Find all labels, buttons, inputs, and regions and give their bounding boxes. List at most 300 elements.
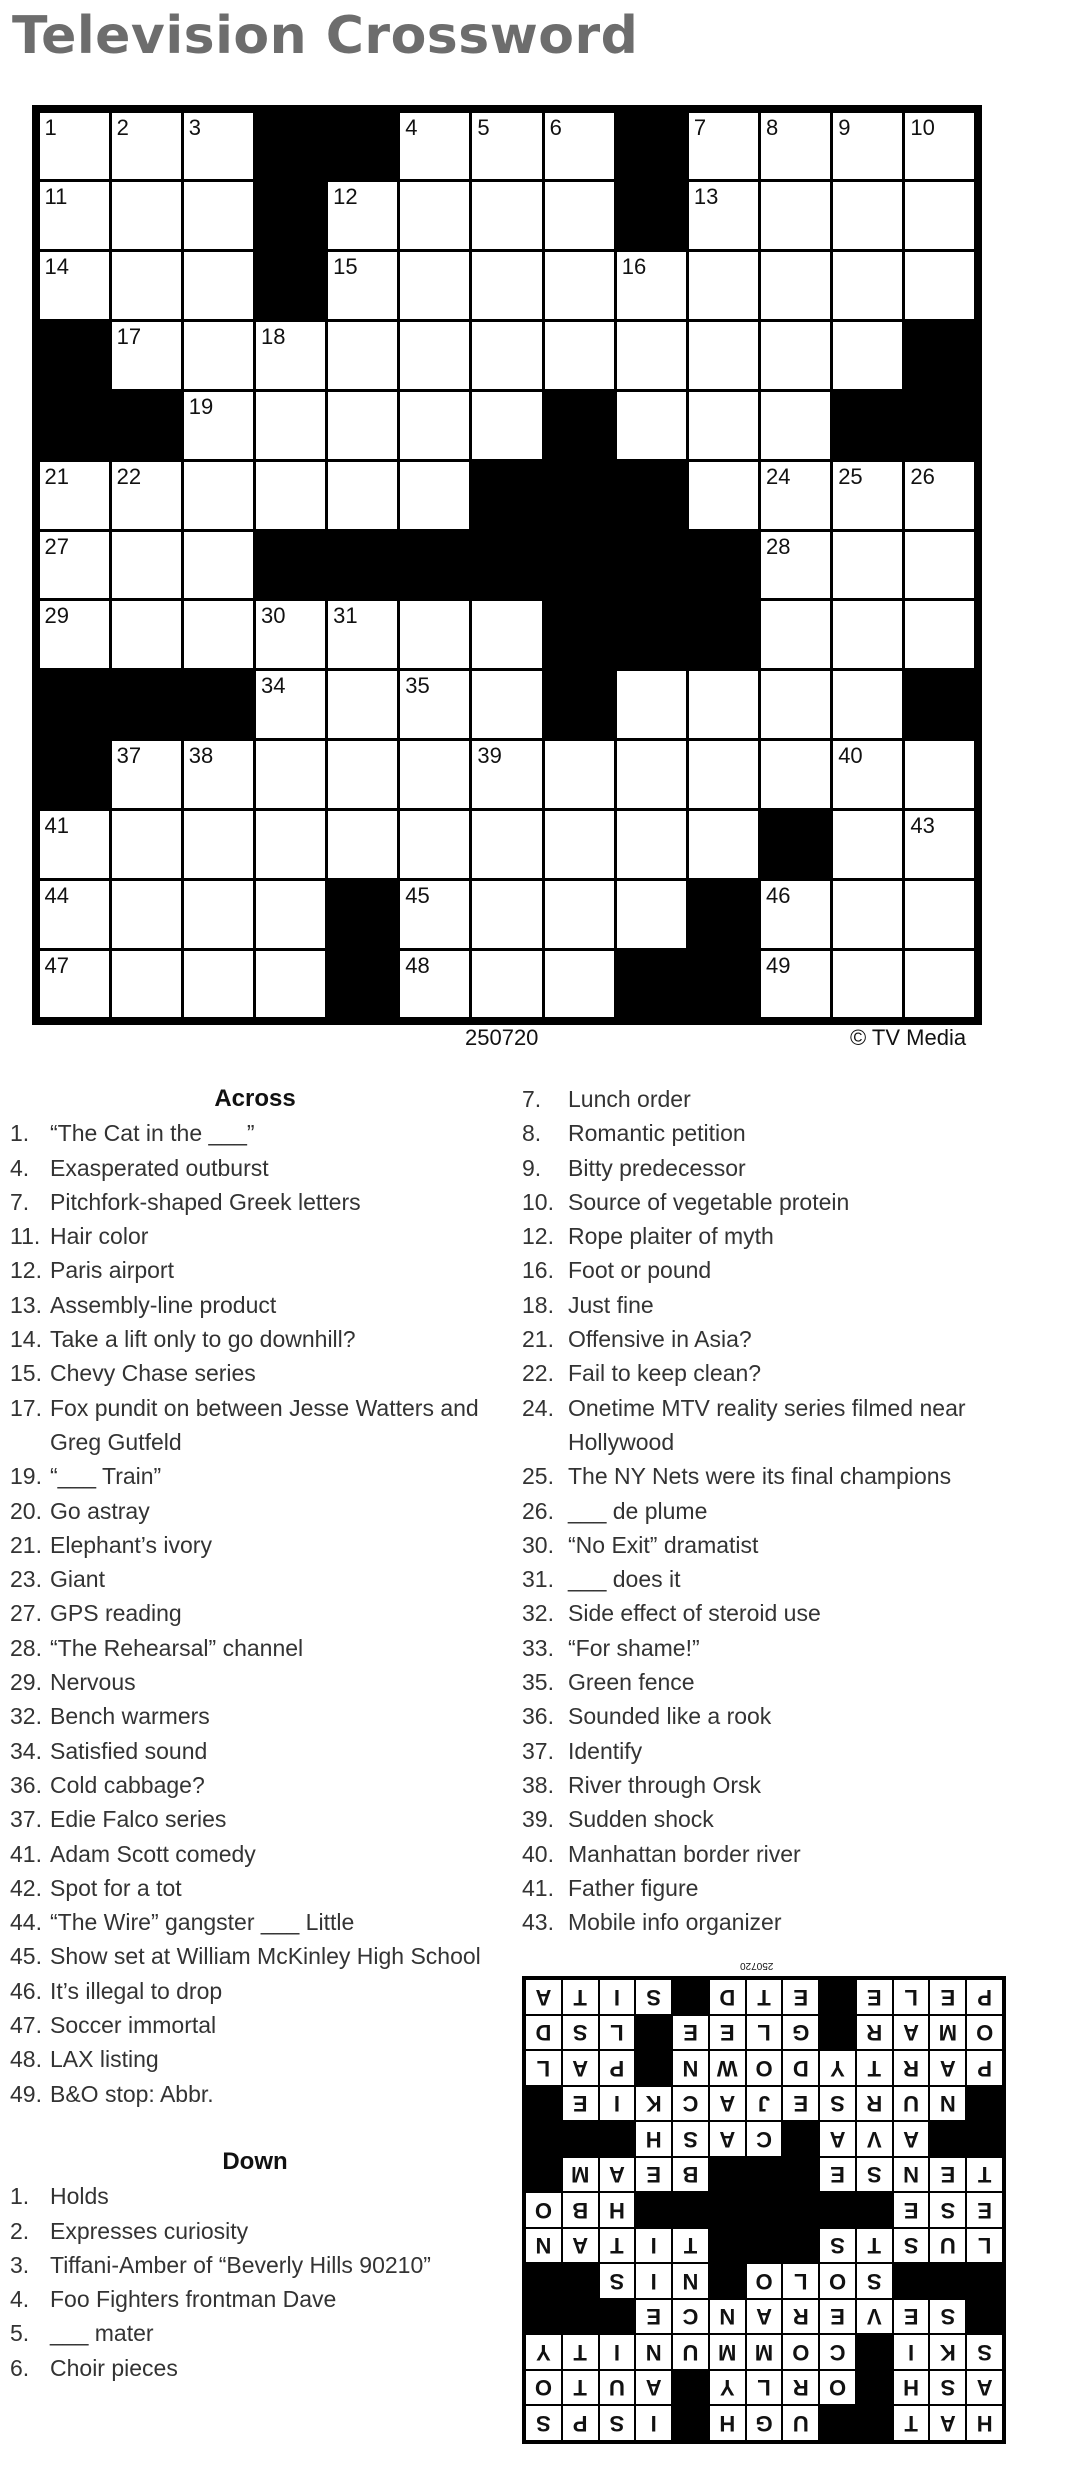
cell-number: 16 (621, 254, 647, 280)
across-clue (0, 1768, 510, 1802)
clue-text: Rope plaiter of myth (568, 1223, 774, 1250)
grid-cell[interactable] (545, 182, 614, 249)
clue-text: B&O stop: Abbr. (50, 2080, 214, 2107)
clue-number: 22. (522, 1360, 554, 1387)
grid-cell[interactable] (328, 741, 397, 808)
grid-cell[interactable] (40, 951, 109, 1018)
solution-cell: A (710, 2087, 745, 2121)
solution-cell: A (894, 2016, 929, 2050)
clue-number: 19. (10, 1463, 42, 1490)
grid-cell[interactable] (256, 322, 325, 389)
grid-cell[interactable] (905, 601, 974, 668)
solution-cell: E (783, 2087, 818, 2121)
clue-number: 36. (522, 1703, 554, 1730)
solution-cell: B (563, 2193, 598, 2227)
down-clue (522, 1288, 1022, 1322)
grid-cell[interactable] (617, 741, 686, 808)
down-clue (522, 1734, 1022, 1768)
grid-cell[interactable] (689, 671, 758, 738)
clue-text: Expresses curiosity (50, 2217, 249, 2244)
across-clue (0, 1528, 510, 1562)
grid-cell[interactable] (112, 532, 181, 599)
solution-cell: J (747, 2087, 782, 2121)
solution-cell: T (857, 2051, 892, 2085)
clue-text: Take a lift only to go downhill? (50, 1326, 356, 1353)
solution-cell: O (967, 2016, 1002, 2050)
down-clue (522, 1665, 1022, 1699)
grid-cell[interactable] (905, 881, 974, 948)
solution-cell: U (600, 2371, 635, 2405)
solution-cell: M (930, 2016, 965, 2050)
down-clue (522, 1185, 1022, 1219)
grid-cell[interactable] (112, 182, 181, 249)
grid-cell[interactable] (833, 462, 902, 529)
grid-cell[interactable] (328, 811, 397, 878)
solution-cell: R (783, 2371, 818, 2405)
clue-text: River through Orsk (568, 1771, 762, 1798)
grid-cell[interactable] (689, 322, 758, 389)
clue-text: “The Rehearsal” channel (50, 1634, 304, 1661)
solution-cell: S (563, 2016, 598, 2050)
grid-cell[interactable] (256, 881, 325, 948)
solution-cell: E (820, 2300, 855, 2334)
grid-cell[interactable] (689, 113, 758, 180)
grid-cell[interactable] (256, 811, 325, 878)
grid-cell[interactable] (400, 881, 469, 948)
solution-cell: R (857, 2016, 892, 2050)
solution-cell: E (783, 1980, 818, 2014)
clue-number: 29. (10, 1669, 42, 1696)
cell-number: 8 (766, 114, 779, 140)
clue-number: 37. (10, 1806, 42, 1833)
solution-cell: I (894, 2335, 929, 2369)
grid-cell[interactable] (833, 671, 902, 738)
grid-cell[interactable] (472, 601, 541, 668)
grid-cell[interactable] (472, 951, 541, 1018)
grid-cell[interactable] (545, 741, 614, 808)
grid-cell[interactable] (905, 182, 974, 249)
grid-cell[interactable] (617, 252, 686, 319)
clue-text: “The Cat in the ___” (50, 1120, 255, 1147)
cell-number: 43 (910, 812, 935, 838)
clue-text: LAX listing (50, 2046, 159, 2073)
solution-cell: L (600, 2016, 635, 2050)
grid-cell[interactable] (472, 671, 541, 738)
grid-cell[interactable] (833, 601, 902, 668)
grid-cell[interactable] (328, 671, 397, 738)
solution-cell: T (747, 1980, 782, 2014)
across-clue (0, 1288, 510, 1322)
across-clue (0, 2008, 510, 2042)
grid-cell[interactable] (689, 182, 758, 249)
grid-cell[interactable] (112, 741, 181, 808)
grid-cell[interactable] (761, 252, 830, 319)
cell-number: 12 (333, 184, 358, 210)
solution-cell: T (967, 2158, 1002, 2192)
solution-cell: S (636, 1980, 671, 2014)
grid-cell[interactable] (617, 671, 686, 738)
clue-text: Cold cabbage? (50, 1771, 205, 1798)
solution-cell: N (710, 2300, 745, 2334)
solution-puzzle-id: 250720 (740, 1960, 774, 1971)
grid-cell[interactable] (761, 741, 830, 808)
grid-cell[interactable] (256, 462, 325, 529)
grid-cell[interactable] (905, 462, 974, 529)
across-clue (0, 1905, 510, 1939)
grid-cell[interactable] (328, 601, 397, 668)
grid-cell[interactable] (400, 392, 469, 459)
across-clue (0, 1494, 510, 1528)
clue-text: Mobile info organizer (568, 1909, 782, 1936)
across-clue (0, 2042, 510, 2076)
grid-cell[interactable] (400, 601, 469, 668)
clue-number: 37. (522, 1737, 554, 1764)
grid-cell[interactable] (689, 462, 758, 529)
solution-cell: E (563, 2087, 598, 2121)
clue-number: 46. (10, 1977, 42, 2004)
solution-cell: C (673, 2087, 708, 2121)
solution-cell: A (930, 2406, 965, 2440)
solution-cell: D (526, 2016, 561, 2050)
solution-cell: S (820, 2229, 855, 2263)
grid-cell[interactable] (545, 951, 614, 1018)
clue-text: “___ Train” (50, 1463, 162, 1490)
grid-cell[interactable] (833, 951, 902, 1018)
down-list-part2 (522, 1082, 1022, 1939)
grid-cell[interactable] (184, 601, 253, 668)
grid-cell[interactable] (617, 881, 686, 948)
solution-cell: R (857, 2087, 892, 2121)
solution-cell: I (600, 1980, 635, 2014)
cell-number: 48 (405, 952, 430, 978)
down-clue (522, 1322, 1022, 1356)
down-clue (522, 1802, 1022, 1836)
clue-text: Bench warmers (50, 1703, 210, 1730)
grid-cell[interactable] (256, 601, 325, 668)
grid-cell[interactable] (256, 671, 325, 738)
grid-cell[interactable] (761, 881, 830, 948)
grid-cell[interactable] (400, 671, 469, 738)
grid-cell[interactable] (905, 532, 974, 599)
solution-cell: W (710, 2051, 745, 2085)
grid-cell[interactable] (545, 811, 614, 878)
cell-number: 6 (549, 114, 562, 140)
solution-cell: L (747, 2371, 782, 2405)
grid-cell[interactable] (689, 811, 758, 878)
grid-cell[interactable] (617, 811, 686, 878)
grid-cell[interactable] (833, 113, 902, 180)
grid-cell[interactable] (112, 811, 181, 878)
solution-cell: B (673, 2158, 708, 2192)
grid-cell[interactable] (761, 322, 830, 389)
clue-text: Onetime MTV reality series filmed near Hollywood (568, 1394, 966, 1455)
grid-cell[interactable] (40, 601, 109, 668)
grid-cell[interactable] (545, 881, 614, 948)
cell-number: 18 (260, 324, 286, 350)
grid-cell[interactable] (400, 182, 469, 249)
grid-cell[interactable] (761, 113, 830, 180)
grid-cell[interactable] (545, 252, 614, 319)
cell-number: 26 (910, 463, 935, 489)
clue-text: Nervous (50, 1669, 136, 1696)
across-clue (0, 1699, 510, 1733)
grid-cell[interactable] (112, 252, 181, 319)
grid-cell[interactable] (112, 113, 181, 180)
grid-cell[interactable] (256, 392, 325, 459)
clue-text: Choir pieces (50, 2354, 178, 2381)
clue-number: 42. (10, 1874, 42, 1901)
grid-cell[interactable] (40, 252, 109, 319)
clue-text: ___ mater (50, 2320, 154, 2347)
grid-cell[interactable] (689, 741, 758, 808)
grid-cell[interactable] (761, 951, 830, 1018)
solution-cell: A (820, 2122, 855, 2156)
across-clue (0, 1253, 510, 1287)
grid-cell[interactable] (112, 601, 181, 668)
solution-cell: I (600, 2087, 635, 2121)
cell-number: 37 (116, 743, 142, 769)
grid-cell[interactable] (184, 182, 253, 249)
grid-cell[interactable] (833, 322, 902, 389)
grid-cell[interactable] (184, 462, 253, 529)
grid-cell[interactable] (256, 741, 325, 808)
solution-cell: P (563, 2406, 598, 2440)
puzzle-id: 250720 (465, 1025, 539, 1050)
grid-cell[interactable] (905, 252, 974, 319)
grid-cell[interactable] (833, 252, 902, 319)
grid-cell[interactable] (761, 532, 830, 599)
down-clues-column (522, 1082, 1022, 1939)
grid-cell[interactable] (40, 182, 109, 249)
clue-number: 4. (10, 1154, 30, 1181)
clue-number: 49. (10, 2080, 42, 2107)
grid-cell[interactable] (472, 881, 541, 948)
clue-number: 1. (10, 1120, 30, 1147)
clue-number: 16. (522, 1257, 554, 1284)
clue-number: 5. (10, 2320, 30, 2347)
solution-cell: S (894, 2229, 929, 2263)
cell-number: 45 (405, 882, 430, 908)
grid-cell[interactable] (833, 182, 902, 249)
solution-cell: K (930, 2335, 965, 2369)
grid-cell[interactable] (545, 322, 614, 389)
grid-cell[interactable] (40, 462, 109, 529)
clue-number: 41. (522, 1874, 554, 1901)
solution-cell: V (857, 2122, 892, 2156)
grid-cell[interactable] (472, 322, 541, 389)
grid-cell[interactable] (472, 113, 541, 180)
grid-cell[interactable] (833, 532, 902, 599)
clue-text: Fox pundit on between Jesse Watters and Greg Gutfeld (50, 1394, 479, 1455)
down-clue (522, 1082, 1022, 1116)
grid-cell[interactable] (833, 811, 902, 878)
solution-cell: O (747, 2051, 782, 2085)
solution-cell: O (783, 2335, 818, 2369)
solution-cell: O (526, 2371, 561, 2405)
grid-cell[interactable] (761, 601, 830, 668)
clue-text: Lunch order (568, 1086, 691, 1112)
clue-text: Exasperated outburst (50, 1154, 269, 1181)
clue-text: ___ de plume (568, 1497, 708, 1524)
solution-cell: T (894, 2406, 929, 2440)
grid-cell[interactable] (184, 392, 253, 459)
grid-cell[interactable] (112, 322, 181, 389)
solution-cell: E (894, 2193, 929, 2227)
grid-cell[interactable] (905, 113, 974, 180)
solution-cell: M (747, 2335, 782, 2369)
grid-cell[interactable] (400, 741, 469, 808)
grid-cell[interactable] (328, 252, 397, 319)
down-clue (522, 1562, 1022, 1596)
grid-cell[interactable] (256, 951, 325, 1018)
clue-number: 41. (10, 1840, 42, 1867)
solution-cell: L (526, 2051, 561, 2085)
solution-cell: O (747, 2264, 782, 2298)
clue-text: Foo Fighters frontman Dave (50, 2286, 337, 2313)
clue-number: 26. (522, 1497, 554, 1524)
clue-text: Adam Scott comedy (50, 1840, 256, 1867)
solution-cell: L (747, 2016, 782, 2050)
clue-number: 40. (522, 1840, 554, 1867)
solution-cell: D (710, 1980, 745, 2014)
grid-cell[interactable] (112, 951, 181, 1018)
crossword-grid (32, 105, 982, 1025)
clue-number: 32. (10, 1703, 42, 1730)
grid-cell[interactable] (400, 811, 469, 878)
grid-cell[interactable] (400, 951, 469, 1018)
solution-cell: U (894, 2087, 929, 2121)
down-heading: Down (222, 2147, 288, 2175)
grid-cell[interactable] (328, 462, 397, 529)
down-clue (522, 1494, 1022, 1528)
cell-number: 35 (405, 673, 430, 699)
solution-cell: H (600, 2193, 635, 2227)
grid-cell[interactable] (184, 113, 253, 180)
cell-number: 28 (766, 533, 791, 559)
across-clue (0, 1596, 510, 1630)
grid-cell[interactable] (184, 741, 253, 808)
cell-number: 15 (333, 254, 358, 280)
clue-text: It’s illegal to drop (50, 1977, 223, 2004)
down-clue (0, 2282, 510, 2316)
grid-cell[interactable] (545, 113, 614, 180)
grid-cell[interactable] (400, 322, 469, 389)
grid-cell[interactable] (328, 182, 397, 249)
clue-text: Tiffani-Amber of “Beverly Hills 90210” (50, 2251, 431, 2278)
grid-cell[interactable] (905, 811, 974, 878)
grid-cell[interactable] (112, 881, 181, 948)
grid-cell[interactable] (400, 252, 469, 319)
solution-cell: P (967, 1980, 1002, 2014)
grid-cell[interactable] (184, 951, 253, 1018)
clue-text: “No Exit” dramatist (568, 1531, 759, 1558)
grid-cell[interactable] (40, 113, 109, 180)
clue-number: 23. (10, 1566, 42, 1593)
grid-cell[interactable] (184, 811, 253, 878)
across-clue (0, 1219, 510, 1253)
grid-cell[interactable] (905, 741, 974, 808)
grid-cell[interactable] (617, 392, 686, 459)
clue-text: The NY Nets were its final champions (568, 1463, 952, 1490)
grid-cell[interactable] (617, 322, 686, 389)
solution-cell: V (857, 2300, 892, 2334)
grid-cell[interactable] (400, 113, 469, 180)
grid-cell[interactable] (689, 392, 758, 459)
grid-cell[interactable] (472, 252, 541, 319)
grid-cell[interactable] (328, 322, 397, 389)
grid-cell[interactable] (905, 951, 974, 1018)
grid-cell[interactable] (472, 741, 541, 808)
solution-cell: S (600, 2406, 635, 2440)
across-list (0, 1116, 510, 2111)
grid-cell[interactable] (761, 671, 830, 738)
grid-cell[interactable] (833, 741, 902, 808)
down-clue (522, 1116, 1022, 1150)
cell-number: 2 (116, 114, 129, 140)
clue-text: Side effect of steroid use (568, 1600, 821, 1627)
clue-number: 21. (10, 1531, 42, 1558)
grid-cell[interactable] (761, 462, 830, 529)
clue-text: Elephant’s ivory (50, 1531, 212, 1558)
grid-cell[interactable] (472, 182, 541, 249)
grid-cell[interactable] (328, 392, 397, 459)
grid-cell[interactable] (184, 322, 253, 389)
grid-cell[interactable] (761, 182, 830, 249)
grid-cell[interactable] (689, 252, 758, 319)
solution-cell: D (783, 2051, 818, 2085)
solution-cell: H (636, 2122, 671, 2156)
grid-cell[interactable] (761, 392, 830, 459)
clue-number: 15. (10, 1360, 42, 1387)
solution-cell: U (930, 2229, 965, 2263)
solution-cell: M (563, 2158, 598, 2192)
grid-cell[interactable] (472, 811, 541, 878)
down-clue (0, 2316, 510, 2350)
clue-text: Edie Falco series (50, 1806, 227, 1833)
solution-cell: T (563, 2335, 598, 2369)
solution-cell: N (894, 2158, 929, 2192)
clue-number: 14. (10, 1326, 42, 1353)
solution-cell: I (636, 2264, 671, 2298)
clue-text: Soccer immortal (50, 2012, 217, 2039)
cell-number: 1 (44, 114, 57, 140)
across-clue (0, 1939, 510, 1973)
grid-cell[interactable] (40, 811, 109, 878)
across-heading: Across (214, 1085, 296, 1112)
solution-cell: A (747, 2300, 782, 2334)
across-clue (0, 1562, 510, 1596)
solution-cell: T (600, 2229, 635, 2263)
grid-cell[interactable] (472, 392, 541, 459)
clue-text: Show set at William McKinley High School (50, 1943, 481, 1970)
clue-number: 45. (10, 1943, 42, 1970)
grid-cell[interactable] (112, 462, 181, 529)
grid-cell[interactable] (400, 462, 469, 529)
grid-cell[interactable] (184, 881, 253, 948)
grid-cell[interactable] (833, 881, 902, 948)
clue-number: 3. (10, 2251, 30, 2278)
grid-cell[interactable] (40, 881, 109, 948)
clue-number: 13. (10, 1291, 42, 1318)
across-clue (0, 1322, 510, 1356)
grid-cell[interactable] (184, 532, 253, 599)
grid-cell[interactable] (40, 532, 109, 599)
clue-text: ___ does it (568, 1566, 681, 1593)
grid-cell[interactable] (184, 252, 253, 319)
clue-text: Sudden shock (568, 1806, 714, 1833)
down-clue (522, 1391, 1022, 1460)
solution-cell: S (820, 2087, 855, 2121)
